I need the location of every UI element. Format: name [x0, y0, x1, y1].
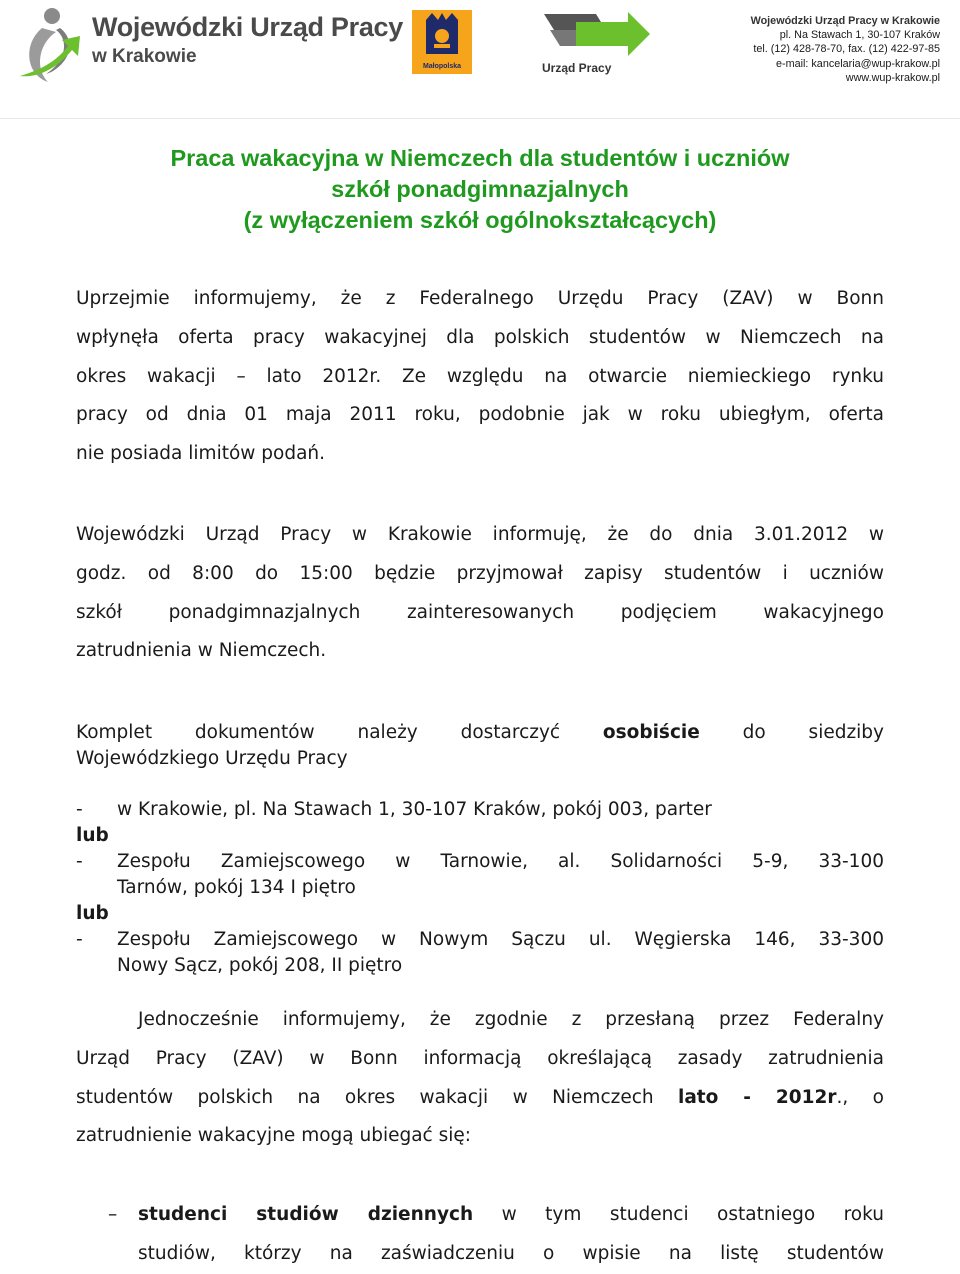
paragraph-documents	[76, 720, 884, 772]
documents-text: do siedziby	[742, 722, 884, 743]
text-line: okres wakacji – lato 2012r. Ze względu na otwarcie niemieckiego rynku	[76, 365, 884, 387]
contact-email[interactable]: e-mail: kancelaria@wup-krakow.pl	[776, 57, 940, 70]
text-line: Uprzejmie informujemy, że z Federalnego Urzędu Pracy (ZAV) w Bonn	[76, 288, 884, 309]
urzad-pracy-logo	[536, 8, 654, 76]
malopolska-logo	[412, 10, 472, 74]
contact-website[interactable]: www.wup-krakow.pl	[845, 71, 940, 84]
title-line: (z wyłączeniem szkół ogólnokształcących)	[243, 207, 717, 233]
logo-city: w Krakowie	[92, 46, 197, 67]
contact-org: Wojewódzki Urząd Pracy w Krakowie	[750, 15, 940, 27]
contact-phone: tel. (12) 428-78-70, fax. (12) 422-97-85	[753, 43, 940, 56]
bullet-rest: w tym studenci ostatniego roku	[501, 1204, 884, 1225]
list-dash: -	[76, 851, 83, 872]
header-divider	[0, 118, 960, 119]
title-line: szkół ponadgimnazjalnych	[331, 176, 629, 202]
or-separator: lub	[76, 825, 109, 846]
text-line: Wojewódzki Urząd Pracy w Krakowie informuję, że do dnia 3.01.2012 w	[76, 524, 884, 545]
office-address-list	[76, 797, 884, 979]
season-emphasis: lato - 2012r	[677, 1086, 837, 1108]
paragraph-eligibility	[76, 1001, 884, 1156]
document-title	[0, 143, 960, 236]
contact-block	[700, 14, 940, 85]
malopolska-crest-icon	[412, 10, 472, 62]
address-text: w Krakowie, pl. Na Stawach 1, 30-107 Kraków, pokój 003, parter	[117, 799, 712, 820]
text-line: Urząd Pracy (ZAV) w Bonn informacją określającą zasady zatrudnienia	[76, 1047, 884, 1069]
text-line: pracy od dnia 01 maja 2011 roku, podobnie jak w roku ubiegłym, oferta	[76, 404, 884, 426]
bullet-emphasis: studenci studiów dziennych	[138, 1204, 474, 1225]
title-line: Praca wakacyjna w Niemczech dla studentów i uczniów	[170, 145, 790, 171]
address-text: Nowy Sącz, pokój 208, II piętro	[117, 955, 403, 976]
bullet-dash: –	[108, 1204, 118, 1225]
text-line: szkół ponadgimnazjalnych zainteresowanych podjęciem wakacyjnego	[76, 601, 884, 623]
text-line	[138, 1196, 884, 1235]
text-line: Wojewódzkiego Urzędu Pracy	[76, 748, 348, 769]
documents-emphasis: osobiście	[602, 722, 700, 743]
address-text: Tarnów, pokój 134 I piętro	[117, 877, 356, 898]
text-line: godz. od 8:00 do 15:00 będzie przyjmował zapisy studentów i uczniów	[76, 562, 884, 584]
address-item-tarnow	[76, 849, 884, 875]
list-dash: -	[76, 929, 83, 950]
address-text: Zespołu Zamiejscowego w Nowym Sączu ul. Węgierska 146, 33-300	[117, 929, 884, 950]
list-dash: -	[76, 799, 83, 820]
text-line: zatrudnienia w Niemczech.	[76, 640, 327, 662]
letterhead	[0, 0, 960, 95]
malopolska-label: Małopolska	[422, 63, 462, 70]
text-line: nie posiada limitów podań.	[76, 443, 326, 465]
paragraph-registration	[76, 516, 884, 671]
contact-address: pl. Na Stawach 1, 30-107 Kraków	[779, 29, 940, 42]
logo-name: Wojewódzki Urząd Pracy	[92, 12, 403, 42]
address-item-tarnow-cont	[76, 875, 884, 901]
bullet-text	[138, 1196, 884, 1274]
eligibility-text: studentów polskich na okres wakacji w Niemczech	[76, 1086, 654, 1108]
paragraph-offer	[76, 280, 884, 474]
or-separator: lub	[76, 903, 109, 924]
address-item-nowy-sacz	[76, 927, 884, 953]
text-line: wpłynęła oferta pracy wakacyjnej dla polskich studentów w Niemczech na	[76, 326, 884, 348]
running-figure-logo-icon	[12, 6, 84, 88]
text-line: Jednocześnie informujemy, że zgodnie z przesłaną przez Federalny	[138, 1009, 884, 1030]
wup-logo	[12, 6, 403, 86]
urzad-pracy-label: Urząd Pracy	[542, 61, 612, 75]
address-item-krakow	[76, 797, 884, 823]
text-line	[76, 720, 884, 746]
text-line: studiów, którzy na zaświadczeniu o wpisie na listę studentów	[138, 1242, 884, 1264]
text-line: zatrudnienie wakacyjne mogą ubiegać się:	[76, 1125, 472, 1147]
address-item-nowy-sacz-cont	[76, 953, 884, 979]
text-line	[76, 1079, 884, 1118]
urzad-pracy-arrow-icon	[536, 8, 654, 60]
documents-text: Komplet dokumentów należy dostarczyć	[76, 722, 561, 743]
address-text: Zespołu Zamiejscowego w Tarnowie, al. Solidarności 5-9, 33-100	[117, 851, 884, 872]
eligibility-text: ., o	[836, 1086, 884, 1108]
